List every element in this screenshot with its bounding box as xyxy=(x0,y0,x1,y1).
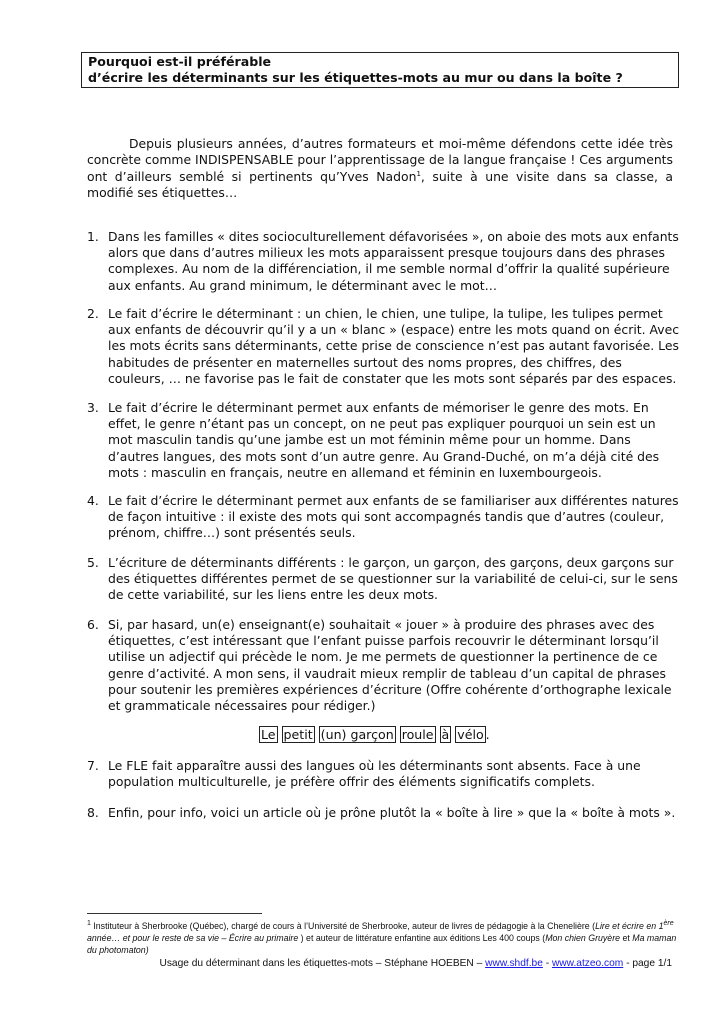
list-item-text: Le fait d’écrire le déterminant permet aux enfants de se familiariser aux différentes natures de façon intuitive : il existe des mots qui sont accompagnés tandis que d’autres (couleur, prénom, chiffre…) sont présentés seuls. xyxy=(108,493,679,541)
title-line-2: d’écrire les déterminants sur les étiquettes-mots au mur ou dans la boîte ? xyxy=(88,70,623,85)
footnote-text: Instituteur à Sherbrooke (Québec), chargé de cours à l’Université de Sherbrooke, auteur de livres de pédagogie à la Chenelière ( xyxy=(90,921,596,931)
footer-link-shdf[interactable]: www.shdf.be xyxy=(485,958,543,969)
list-item-number: 3. xyxy=(87,400,99,415)
footer-text: Usage du déterminant dans les étiquettes-mots – Stéphane HOEBEN – xyxy=(159,958,486,969)
list-item-number: 8. xyxy=(87,805,99,820)
word-label: petit xyxy=(283,727,313,742)
intro-text-1: Depuis plusieurs années, d’autres formateurs et moi-même défendons cette idée très concrète comme INDISPENSABLE pour l’apprentissage de la langue française ! Ces arguments ont d’ailleurs semblé si pertinents qu’Yves Nadon xyxy=(87,136,673,184)
list-item-number: 4. xyxy=(87,493,99,508)
list-item-number: 1. xyxy=(87,229,99,244)
list-item-text: L’écriture de déterminants différents : le garçon, un garçon, des garçons, deux garçons sur des étiquettes différentes permet de se questionner sur la variabilité de celui-ci, sur le sens de cette variabilité, sur les liens entre les deux mots. xyxy=(108,555,678,603)
list-item-number: 7. xyxy=(87,758,99,773)
footer-separator: - xyxy=(542,958,552,969)
word-label: (un) garçon xyxy=(320,727,394,742)
list-item xyxy=(87,306,682,387)
word-label: à xyxy=(441,727,450,742)
word-label: roule xyxy=(401,727,434,742)
footnote-superscript: ère xyxy=(663,920,674,928)
footer-page-number: - page 1/1 xyxy=(623,958,672,969)
list-item xyxy=(87,758,682,790)
list-item xyxy=(87,555,682,604)
list-item xyxy=(87,493,682,542)
list-item-number: 2. xyxy=(87,306,99,321)
sentence-end: . xyxy=(485,727,490,742)
footnote-mark: 1 xyxy=(87,920,91,928)
list-item xyxy=(87,400,682,481)
example-sentence xyxy=(259,727,490,743)
footer-link-atzeo[interactable]: www.atzeo.com xyxy=(551,958,624,969)
footnote-title: Lire et écrire en 1 xyxy=(595,921,664,931)
list-item-text: Le FLE fait apparaître aussi des langues où les déterminants sont absents. Face à une population multiculturelle, je préfère offrir des éléments significatifs complets. xyxy=(108,758,641,790)
title-box xyxy=(81,52,679,88)
list-item-number: 5. xyxy=(87,555,99,570)
list-item xyxy=(87,805,682,821)
word-label: vélo xyxy=(457,727,484,742)
footnote-title: Ma maman du photomaton) xyxy=(87,933,677,956)
list-item xyxy=(87,617,682,714)
list-item-text: Le fait d’écrire le déterminant permet aux enfants de mémoriser le genre des mots. En effet, le genre n’étant pas un concept, on ne peut pas expliquer pourquoi un sein est un mot masculin tandis qu’une jambe est un mot féminin même pour un homme. Dans d’autres langues, des mots sont d’un autre genre. Au Grand-Duché, on m’a déjà cité des mots : masculin en français, neutre en allemand et féminin en luxembourgeois. xyxy=(108,400,660,480)
footnote-title: Mon chien Gruyère xyxy=(545,933,621,944)
footnote-divider xyxy=(87,913,262,914)
title-line-1: Pourquoi est-il préférable xyxy=(88,54,272,69)
list-item-text: Le fait d’écrire le déterminant : un chien, le chien, une tulipe, la tulipe, les tulipes permet aux enfants de découvrir qu’il y a un « blanc » (espace) entre les mots quand on écrit. Avec les mots écrits sans déterminants, cette prise de conscience n’est pas autant favorisée. Les habitudes de présenter en maternelles surtout des noms propres, des chiffres, des couleurs, … ne favorise pas le fait de constater que les mots sont séparés par des espaces. xyxy=(108,306,680,386)
footnote-text: ) et auteur de littérature enfantine aux éditions Les 400 coups ( xyxy=(298,933,546,944)
list-item-number: 6. xyxy=(87,617,99,632)
footnote-reference[interactable]: 1 xyxy=(416,169,421,178)
intro-paragraph xyxy=(87,136,673,201)
list-item-text: Si, par hasard, un(e) enseignant(e) souhaitait « jouer » à produire des phrases avec des étiquettes, c’est intéressant que l’enfant puisse parfois recouvrir le déterminant lorsqu’il utilise un adjectif qui précède le nom. Je me permets de questionner la pertinence de ce genre d’activité. A mon sens, il vaudrait mieux remplir de tableau d’un capital de phrases pour soutenir les premières expériences d’écriture (Offre cohérente d’orthographe lexicale et grammaticale nécessaires pour rédiger.) xyxy=(108,617,672,714)
footnote xyxy=(87,920,677,957)
intro-text-2: , suite à une visite dans sa classe, a modifié ses étiquettes… xyxy=(87,168,673,200)
list-item xyxy=(87,229,682,294)
word-label: Le xyxy=(261,727,276,742)
list-item-text: Enfin, pour info, voici un article où je prône plutôt la « boîte à lire » que la « boîte à mots ». xyxy=(108,805,676,820)
page-footer xyxy=(0,957,672,971)
list-item-text: Dans les familles « dites socioculturellement défavorisées », on aboie des mots aux enfants alors que dans d’autres milieux les mots apparaissent presque toujours dans des phrases complexes. Au nom de la différenciation, il me semble normal d’offrir la qualité supérieure aux enfants. Au grand minimum, le déterminant avec le mot… xyxy=(108,229,679,293)
footnote-title: année… et pour le reste de sa vie – Écrire au primaire xyxy=(87,933,299,944)
footnote-text: et xyxy=(620,933,633,944)
